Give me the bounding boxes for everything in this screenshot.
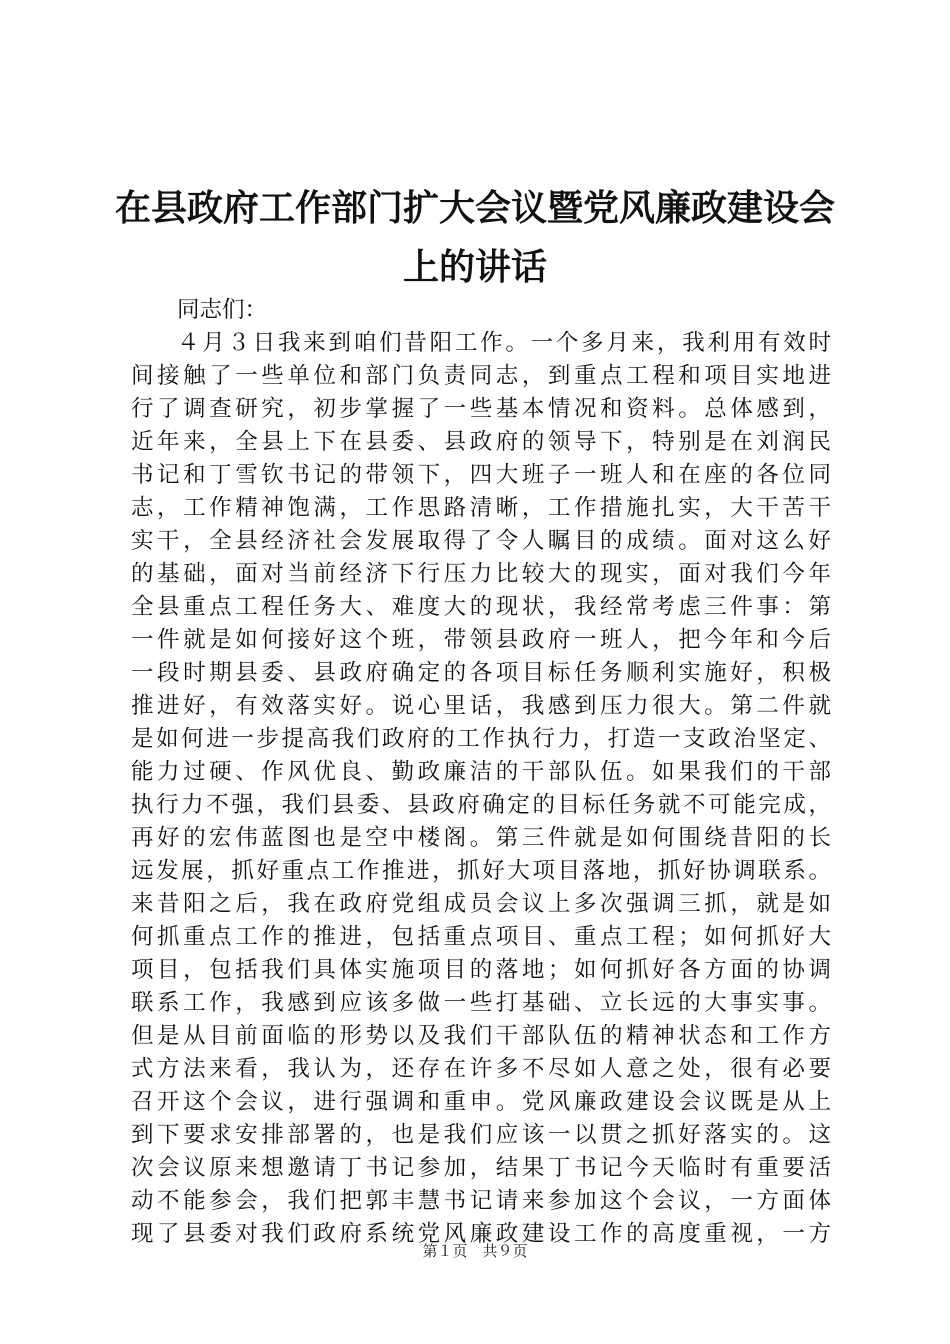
document-title-line-2: 上的讲话	[402, 246, 547, 288]
body-line: 行了调查研究，初步掌握了一些基本情况和资料。总体感到，	[131, 396, 831, 422]
body-line: 召开这个会议，进行强调和重申。党风廉政建设会议既是从上	[131, 1089, 831, 1115]
body-line: 再好的宏伟蓝图也是空中楼阁。第三件就是如何围绕昔阳的长	[131, 825, 831, 851]
body-line: 联系工作，我感到应该多做一些打基础、立长远的大事实事。	[131, 990, 831, 1016]
greeting: 同志们：	[177, 297, 268, 323]
document-title-line-1: 在县政府工作部门扩大会议暨党风廉政建设会	[114, 187, 835, 229]
body-line: 全县重点工程任务大、难度大的现状，我经常考虑三件事：第	[131, 594, 831, 620]
body-line: 书记和丁雪钦书记的带领下，四大班子一班人和在座的各位同	[131, 462, 831, 488]
body-line: 的基础，面对当前经济下行压力比较大的现实，面对我们今年	[131, 561, 831, 587]
body-line: 但是从目前面临的形势以及我们干部队伍的精神状态和工作方	[131, 1023, 831, 1049]
body-line: 一段时期县委、县政府确定的各项目标任务顺利实施好，积极	[131, 660, 831, 686]
body-line: 执行力不强，我们县委、县政府确定的目标任务就不可能完成，	[131, 792, 831, 818]
body-line: 到下要求安排部署的，也是我们应该一以贯之抓好落实的。这	[131, 1122, 831, 1148]
body-line: 志，工作精神饱满，工作思路清晰，工作措施扎实，大干苦干	[131, 495, 831, 521]
page-number-footer: 第１页 共９页	[422, 1242, 528, 1260]
body-line: 现了县委对我们政府系统党风廉政建设工作的高度重视，一方	[131, 1221, 831, 1247]
body-line: 式方法来看，我认为，还存在许多不尽如人意之处，很有必要	[131, 1056, 831, 1082]
body-line: 次会议原来想邀请丁书记参加，结果丁书记今天临时有重要活	[131, 1155, 831, 1181]
body-line: 项目，包括我们具体实施项目的落地；如何抓好各方面的协调	[131, 957, 831, 983]
body-line: 能力过硬、作风优良、勤政廉洁的干部队伍。如果我们的干部	[131, 759, 831, 785]
body-line: 近年来，全县上下在县委、县政府的领导下，特别是在刘润民	[131, 429, 831, 455]
body-line: ４月３日我来到咱们昔阳工作。一个多月来，我利用有效时	[177, 330, 831, 356]
body-line: 动不能参会，我们把郭丰慧书记请来参加这个会议，一方面体	[131, 1188, 831, 1214]
body-line: 来昔阳之后，我在政府党组成员会议上多次强调三抓，就是如	[131, 891, 831, 917]
body-line: 一件就是如何接好这个班，带领县政府一班人，把今年和今后	[131, 627, 831, 653]
body-line: 是如何进一步提高我们政府的工作执行力，打造一支政治坚定、	[131, 726, 831, 752]
body-line: 推进好，有效落实好。说心里话，我感到压力很大。第二件就	[131, 693, 831, 719]
body-line: 间接触了一些单位和部门负责同志，到重点工程和项目实地进	[131, 363, 831, 389]
body-line: 远发展，抓好重点工作推进，抓好大项目落地，抓好协调联系。	[131, 858, 831, 884]
body-line: 何抓重点工作的推进，包括重点项目、重点工程；如何抓好大	[131, 924, 831, 950]
body-line: 实干，全县经济社会发展取得了令人瞩目的成绩。面对这么好	[131, 528, 831, 554]
